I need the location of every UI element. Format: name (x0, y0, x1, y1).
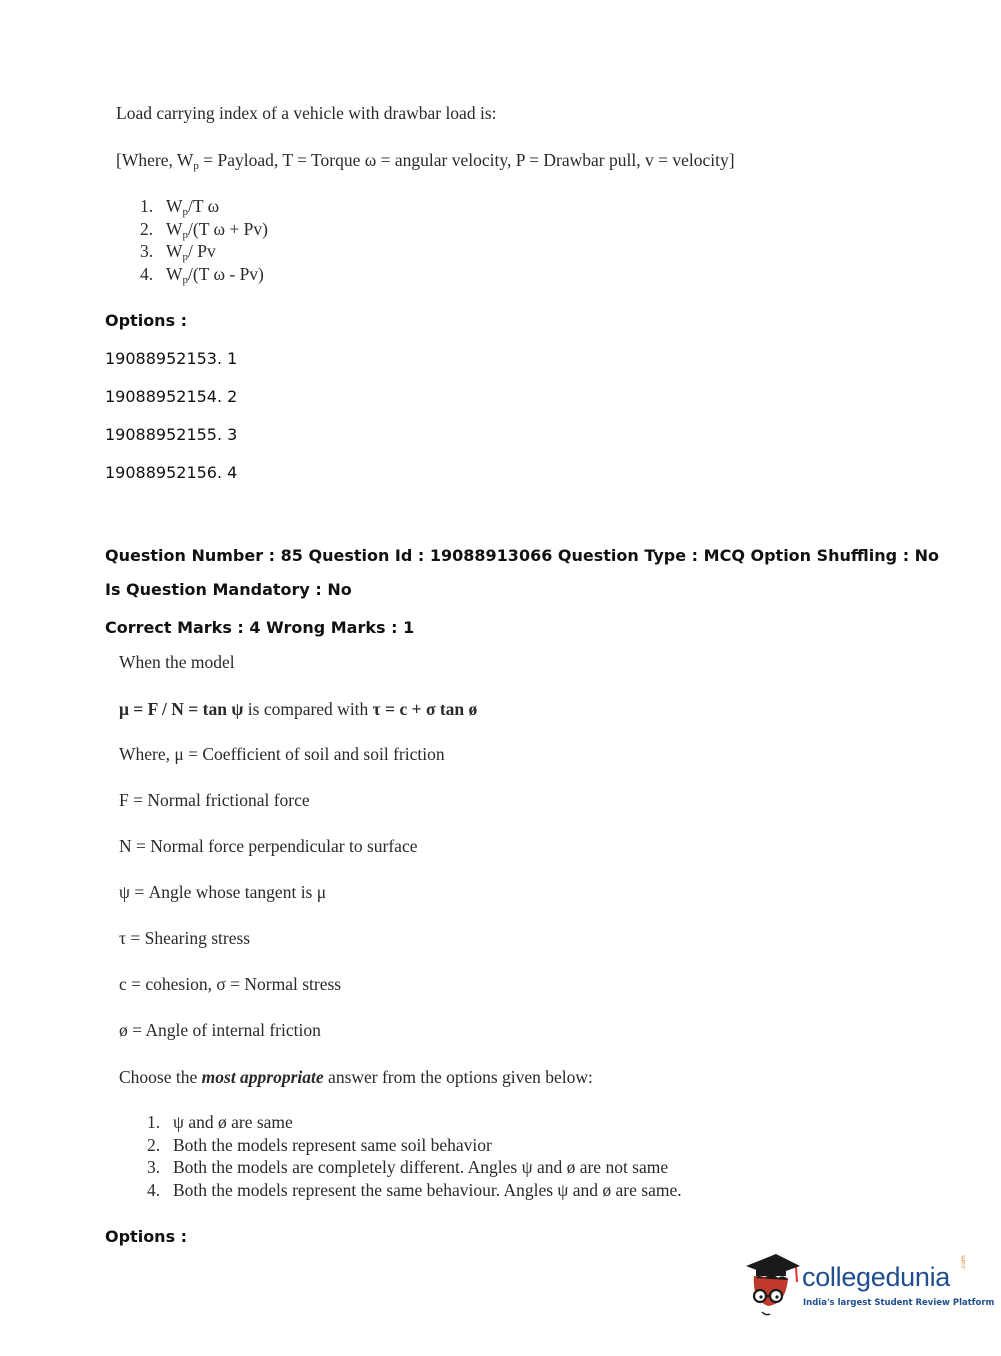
q85-marks: Correct Marks : 4 Wrong Marks : 1 (105, 618, 415, 637)
q84-option-item: 19088952154. 2 (105, 387, 238, 406)
q85-mandatory: Is Question Mandatory : No (105, 580, 352, 599)
q85-definition: ψ = Angle whose tangent is μ (119, 882, 327, 902)
q85-definition: N = Normal force perpendicular to surface (119, 836, 418, 856)
q84-option-item: 19088952155. 3 (105, 425, 238, 444)
q85-choice-item: 4. Both the models represent the same behaviour. Angles ψ and ø are same. (147, 1179, 682, 1200)
q84-choice-item: 3. $W_p/$ Pv (140, 241, 216, 263)
q85-choice-item: 1. ψ and ø are same (147, 1112, 293, 1132)
logo-tagline: India's largest Student Review Platform (803, 1298, 995, 1308)
logo-wordmark: collegedunia (802, 1262, 951, 1292)
q84-where-legend: [Where, $W_p$ = Payload, T = Torque ω = angular velocity, P = Drawbar pull, v = velocity] (116, 150, 735, 172)
q85-choice-item: 3. Both the models are completely different. Angles ψ and ø are not same (147, 1157, 669, 1177)
q85-formula: μ = F / N = tan ψ is compared with τ = c + σ tan ø (119, 699, 478, 719)
q85-definition: c = cohesion, σ = Normal stress (119, 974, 342, 994)
q85-options-label: Options : (105, 1227, 188, 1246)
logo-com: .com (960, 1255, 967, 1270)
q85-choice-item: 2. Both the models represent same soil behavior (147, 1134, 492, 1155)
q85-intro: When the model (119, 652, 235, 672)
q84-choice-item: 4. $W_p/(T$ ω - Pv) (140, 263, 264, 286)
q84-choice-list (140, 195, 268, 285)
q85-definition: τ = Shearing stress (119, 928, 251, 948)
mascot-icon (742, 1248, 802, 1318)
q85-definition: Where, μ = Coefficient of soil and soil friction (119, 744, 445, 764)
q85-definition: F = Normal frictional force (119, 790, 310, 810)
collegedunia-logo (742, 1248, 995, 1320)
q84-choice-item: 2. $W_p/(T$ ω + Pv) (140, 218, 268, 241)
q85-header: Question Number : 85 Question Id : 19088913066 Question Type : MCQ Option Shuffling : No (105, 546, 940, 565)
q84-choice-item: 1. $W_p/T$ ω (140, 196, 220, 218)
q84-stem: Load carrying index of a vehicle with drawbar load is: (116, 103, 497, 123)
q85-choose-instruction: Choose the most appropriate answer from the options given below: (119, 1067, 593, 1087)
q85-choice-list (147, 1111, 682, 1201)
q84-option-item: 19088952156. 4 (105, 463, 238, 482)
q84-options-label: Options : (105, 311, 188, 330)
q85-definition: ø = Angle of internal friction (119, 1020, 321, 1040)
q84-option-item: 19088952153. 1 (105, 349, 238, 368)
